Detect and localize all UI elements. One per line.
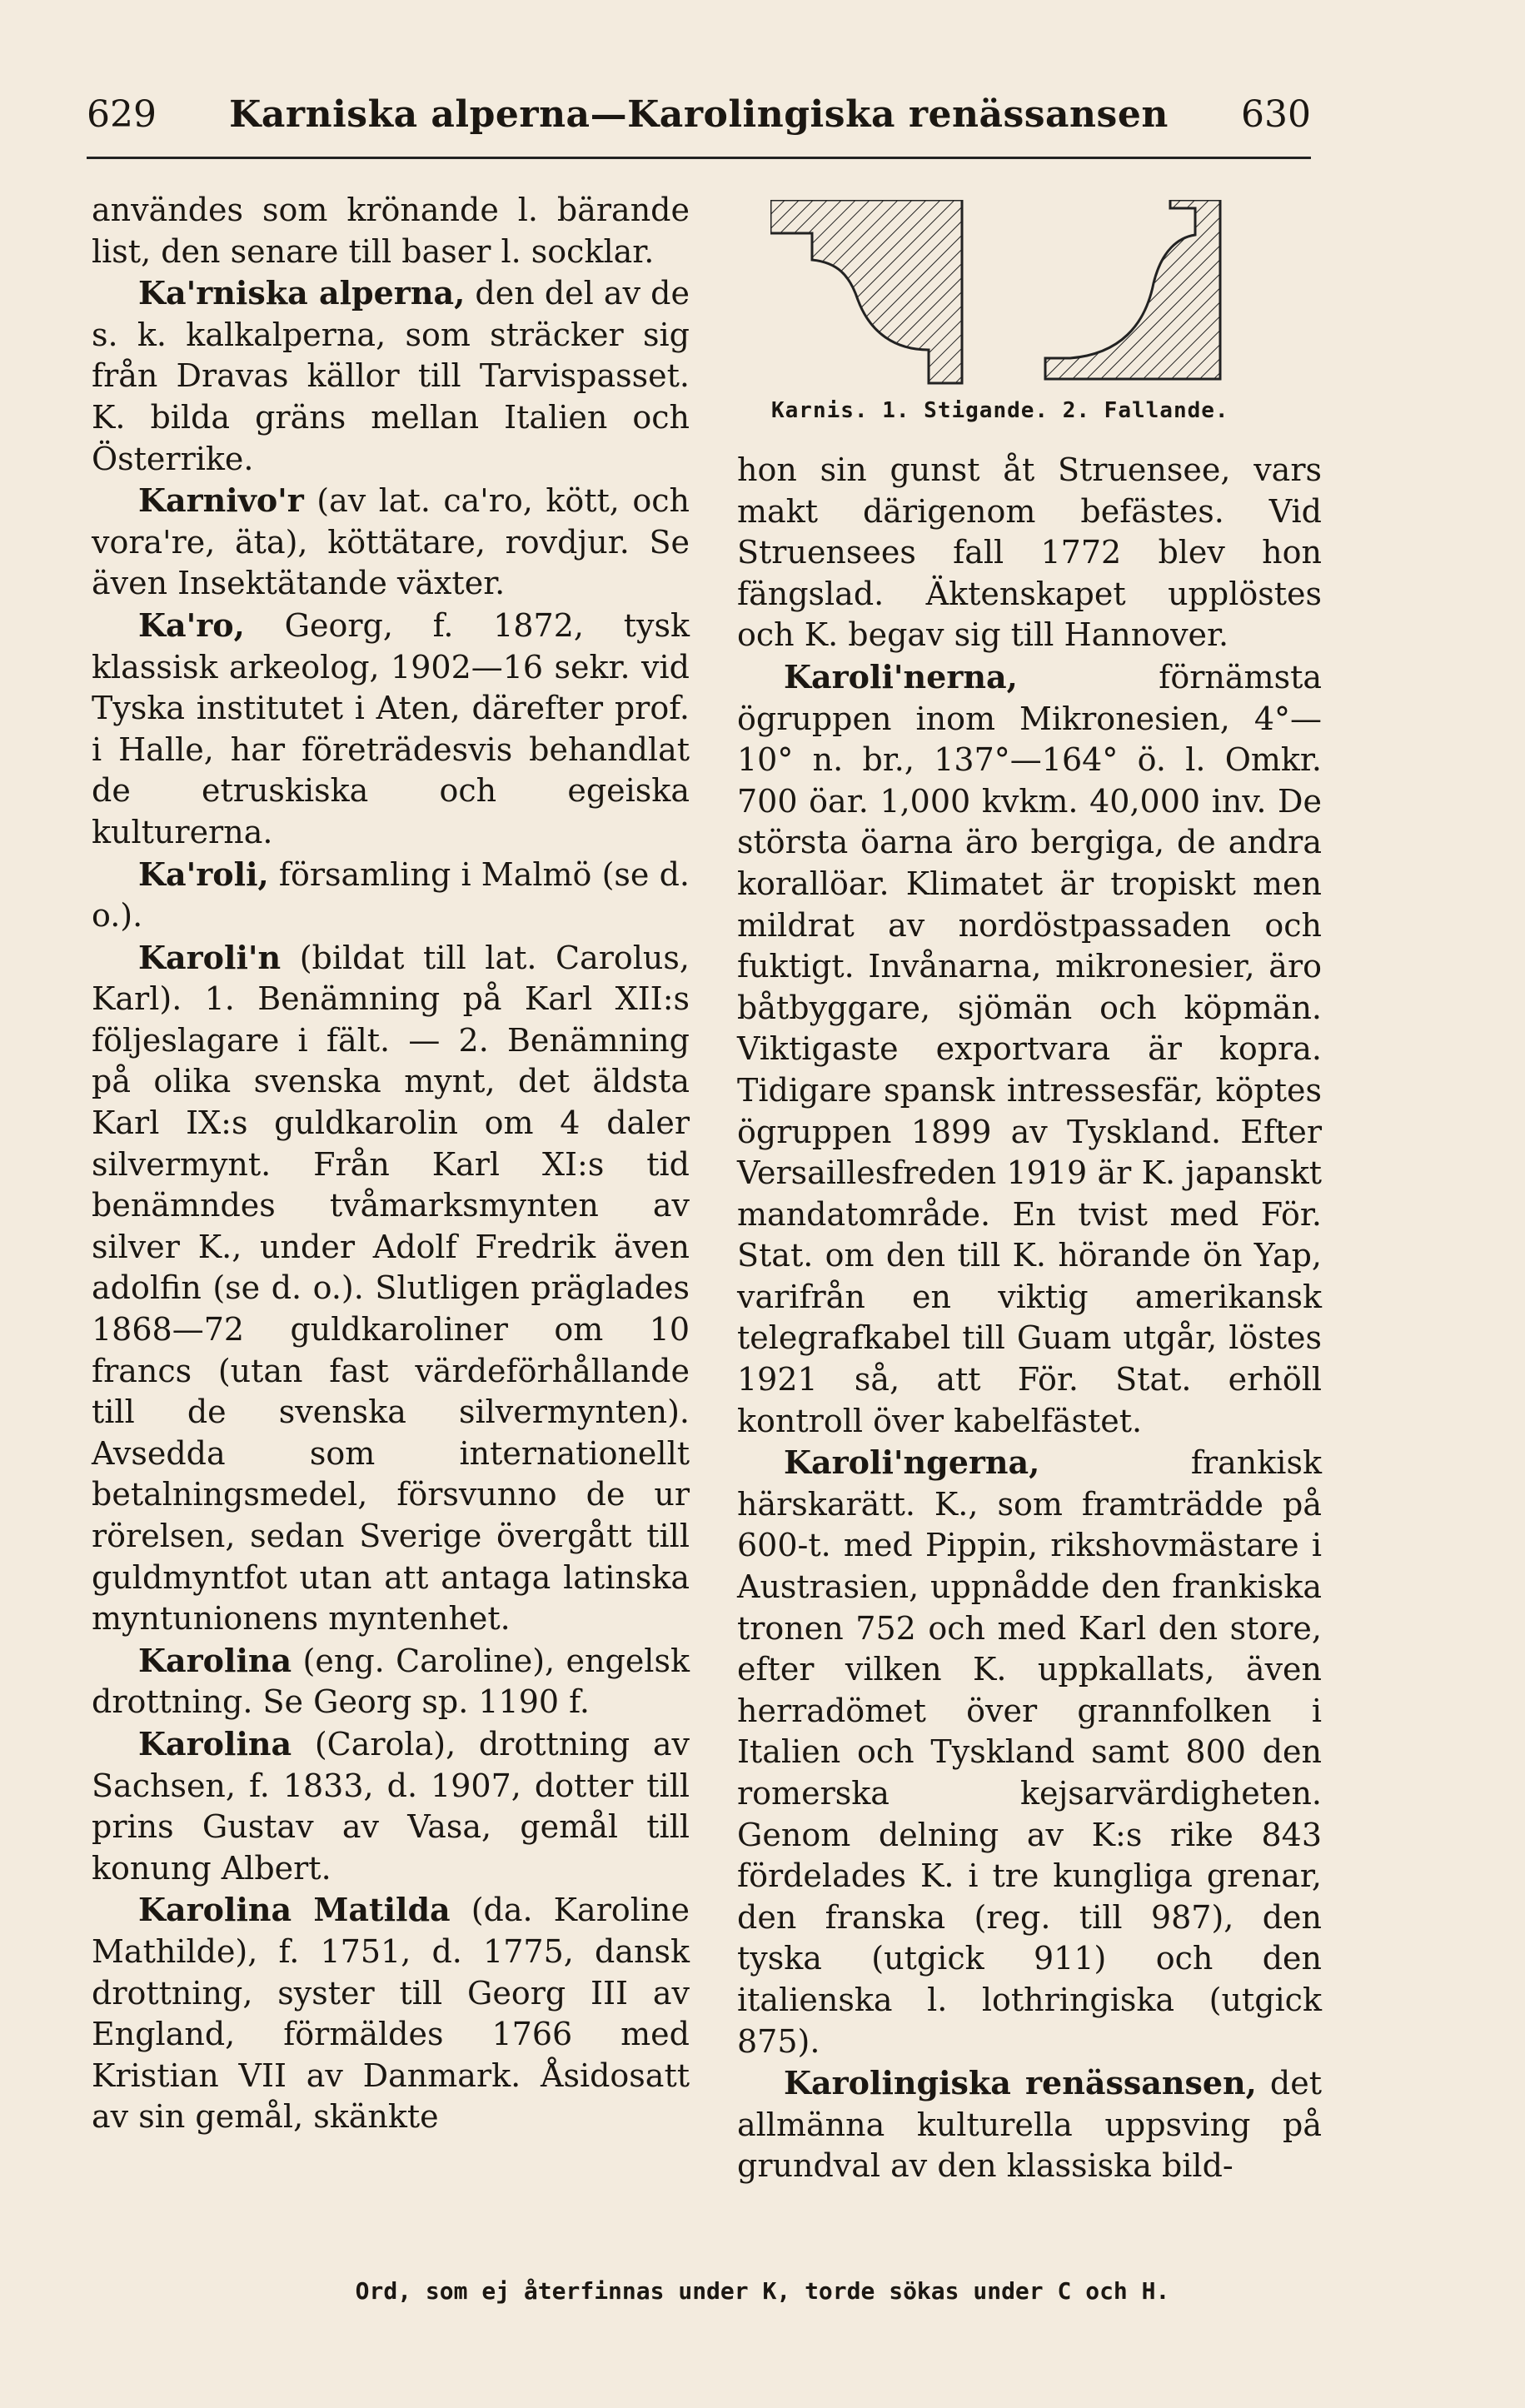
headword: Karolina xyxy=(138,1724,292,1762)
headword: Ka'rniska alperna, xyxy=(138,274,466,312)
profile-stigande xyxy=(770,200,962,383)
headword: Ka'ro, xyxy=(138,606,245,644)
entry-karolinerna: Karoli'nerna, förnämsta ögruppen inom Mikronesien, 4°—10° n. br., 137°—164° ö. l. Omkr. 700 öar. 1,000 kvkm. 40,000 inv. De största öarna äro bergiga, de andra korallöar. Klimatet är tropiskt men mildrat av nordöstpassaden och fuktigt. Invånarna, mikronesier, äro båtbyggare, sjömän och köpmän. Viktigaste exportvara är kopra. Tidigare spansk intressesfär, köptes ögruppen 1899 av Tyskland. Efter Versaillesfreden 1919 är K. japanskt mandatområde. En tvist med För. Stat. om den till K. hörande ön Yap, varifrån en viktig amerikansk telegrafkabel till Guam utgår, löstes 1921 så, att För. Stat. erhöll kontroll över kabelfästet. xyxy=(737,657,1322,1439)
running-title: Karniska alperna—Karolingiska renässansen xyxy=(229,93,1169,136)
profile-fallande xyxy=(1045,200,1220,379)
entry-karo: Ka'ro, Georg, f. 1872, tysk klassisk arkeolog, 1902—16 sekr. vid Tyska institutet i Aten, därefter prof. i Halle, har företrädesvis behandlat de etruskiska och egeiska kulturerna. xyxy=(92,606,690,850)
headword: Karolina xyxy=(138,1641,292,1679)
entry-karolingerna: Karoli'ngerna, frankisk härskarätt. K., som framträdde på 600-t. med Pippin, rikshovmästare i Austrasien, uppnådde den frankiska tronen 752 och med Karl den store, efter vilken K. uppkallats, även herradömet över grannfolken i Italien och Tyskland samt 800 den romerska kejsarvärdigheten. Genom delning av K:s rike 843 fördelades K. i tre kungliga grenar, den franska (reg. till 987), den tyska (utgick 911) och den italienska l. lothringiska (utgick 875). xyxy=(737,1443,1322,2060)
entry-karolin: Karoli'n (bildat till lat. Carolus, Karl). 1. Benämning på Karl XII:s följeslagare i fält. — 2. Benämning på olika svenska mynt, det äldsta Karl IX:s guldkarolin om 4 daler silvermynt. Från Karl XI:s tid benämndes tvåmarksmynten av silver K., under Adolf Fredrik även adolfin (se d. o.). Slutligen präglades 1868—72 guldkaroliner om 10 francs (utan fast värdeförhållande till de svenska silvermynten). Avsedda som internationellt betalningsmedel, försvunno de ur rörelsen, sedan Sverige övergått till guldmyntfot utan att antaga latinska myntunionens myntenhet. xyxy=(92,938,690,1638)
headword: Karolingiska renässansen, xyxy=(784,2064,1257,2102)
right-column xyxy=(737,450,1322,2187)
figure-caption: Karnis. 1. Stigande. 2. Fallande. xyxy=(771,398,1229,423)
karnis-profiles-illustration xyxy=(770,200,1278,391)
entry-karolina-matilda: Karolina Matilda (da. Karoline Mathilde), f. 1751, d. 1775, dansk drottning, syster till Georg III av England, förmäldes 1766 med Kristian VII av Danmark. Åsidosatt av sin gemål, skänkte xyxy=(92,1891,690,2136)
entry-continuation: hon sin gunst åt Struensee, vars makt därigenom befästes. Vid Struensees fall 1772 blev hon fängslad. Äktenskapet upplöstes och K. begav sig till Hannover. xyxy=(737,451,1322,654)
page-footer-note: Ord, som ej återfinnas under K, torde sökas under C och H. xyxy=(355,2277,1170,2305)
headword: Karolina Matilda xyxy=(138,1891,451,1929)
headword: Ka'roli, xyxy=(138,855,269,893)
page-number-right: 630 xyxy=(1241,93,1311,136)
page-number-left: 629 xyxy=(87,93,157,136)
headword: Karnivo'r xyxy=(138,481,304,520)
entry-karolingiska-renassansen: Karolingiska renässansen, det allmänna kulturella uppsving på grundval av den klassiska bild- xyxy=(737,2064,1322,2185)
header-rule xyxy=(87,157,1311,159)
entry-karniska-alperna: Ka'rniska alperna, den del av de s. k. kalkalperna, som sträcker sig från Dravas källor till Tarvispasset. K. bilda gräns mellan Italien och Österrike. xyxy=(92,274,690,477)
headword: Karoli'ngerna, xyxy=(784,1443,1040,1482)
entry-karolina-sachsen: Karolina (Carola), drottning av Sachsen, f. 1833, d. 1907, dotter till prins Gustav av Vasa, gemål till konung Albert. xyxy=(92,1724,690,1887)
left-column xyxy=(92,190,690,2138)
headword: Karoli'nerna, xyxy=(784,657,1018,695)
headword: Karoli'n xyxy=(138,938,282,976)
entry-karnivor: Karnivo'r (av lat. ca'ro, kött, och vora're, äta), köttätare, rovdjur. Se även Insektätande växter. xyxy=(92,481,690,602)
entry-continuation: användes som krönande l. bärande list, den senare till baser l. socklar. xyxy=(92,192,690,270)
page-header xyxy=(87,93,1311,152)
entry-karoli: Ka'roli, församling i Malmö (se d. o.). xyxy=(92,855,690,935)
entry-karolina-eng: Karolina (eng. Caroline), engelsk drottning. Se Georg sp. 1190 f. xyxy=(92,1641,690,1721)
